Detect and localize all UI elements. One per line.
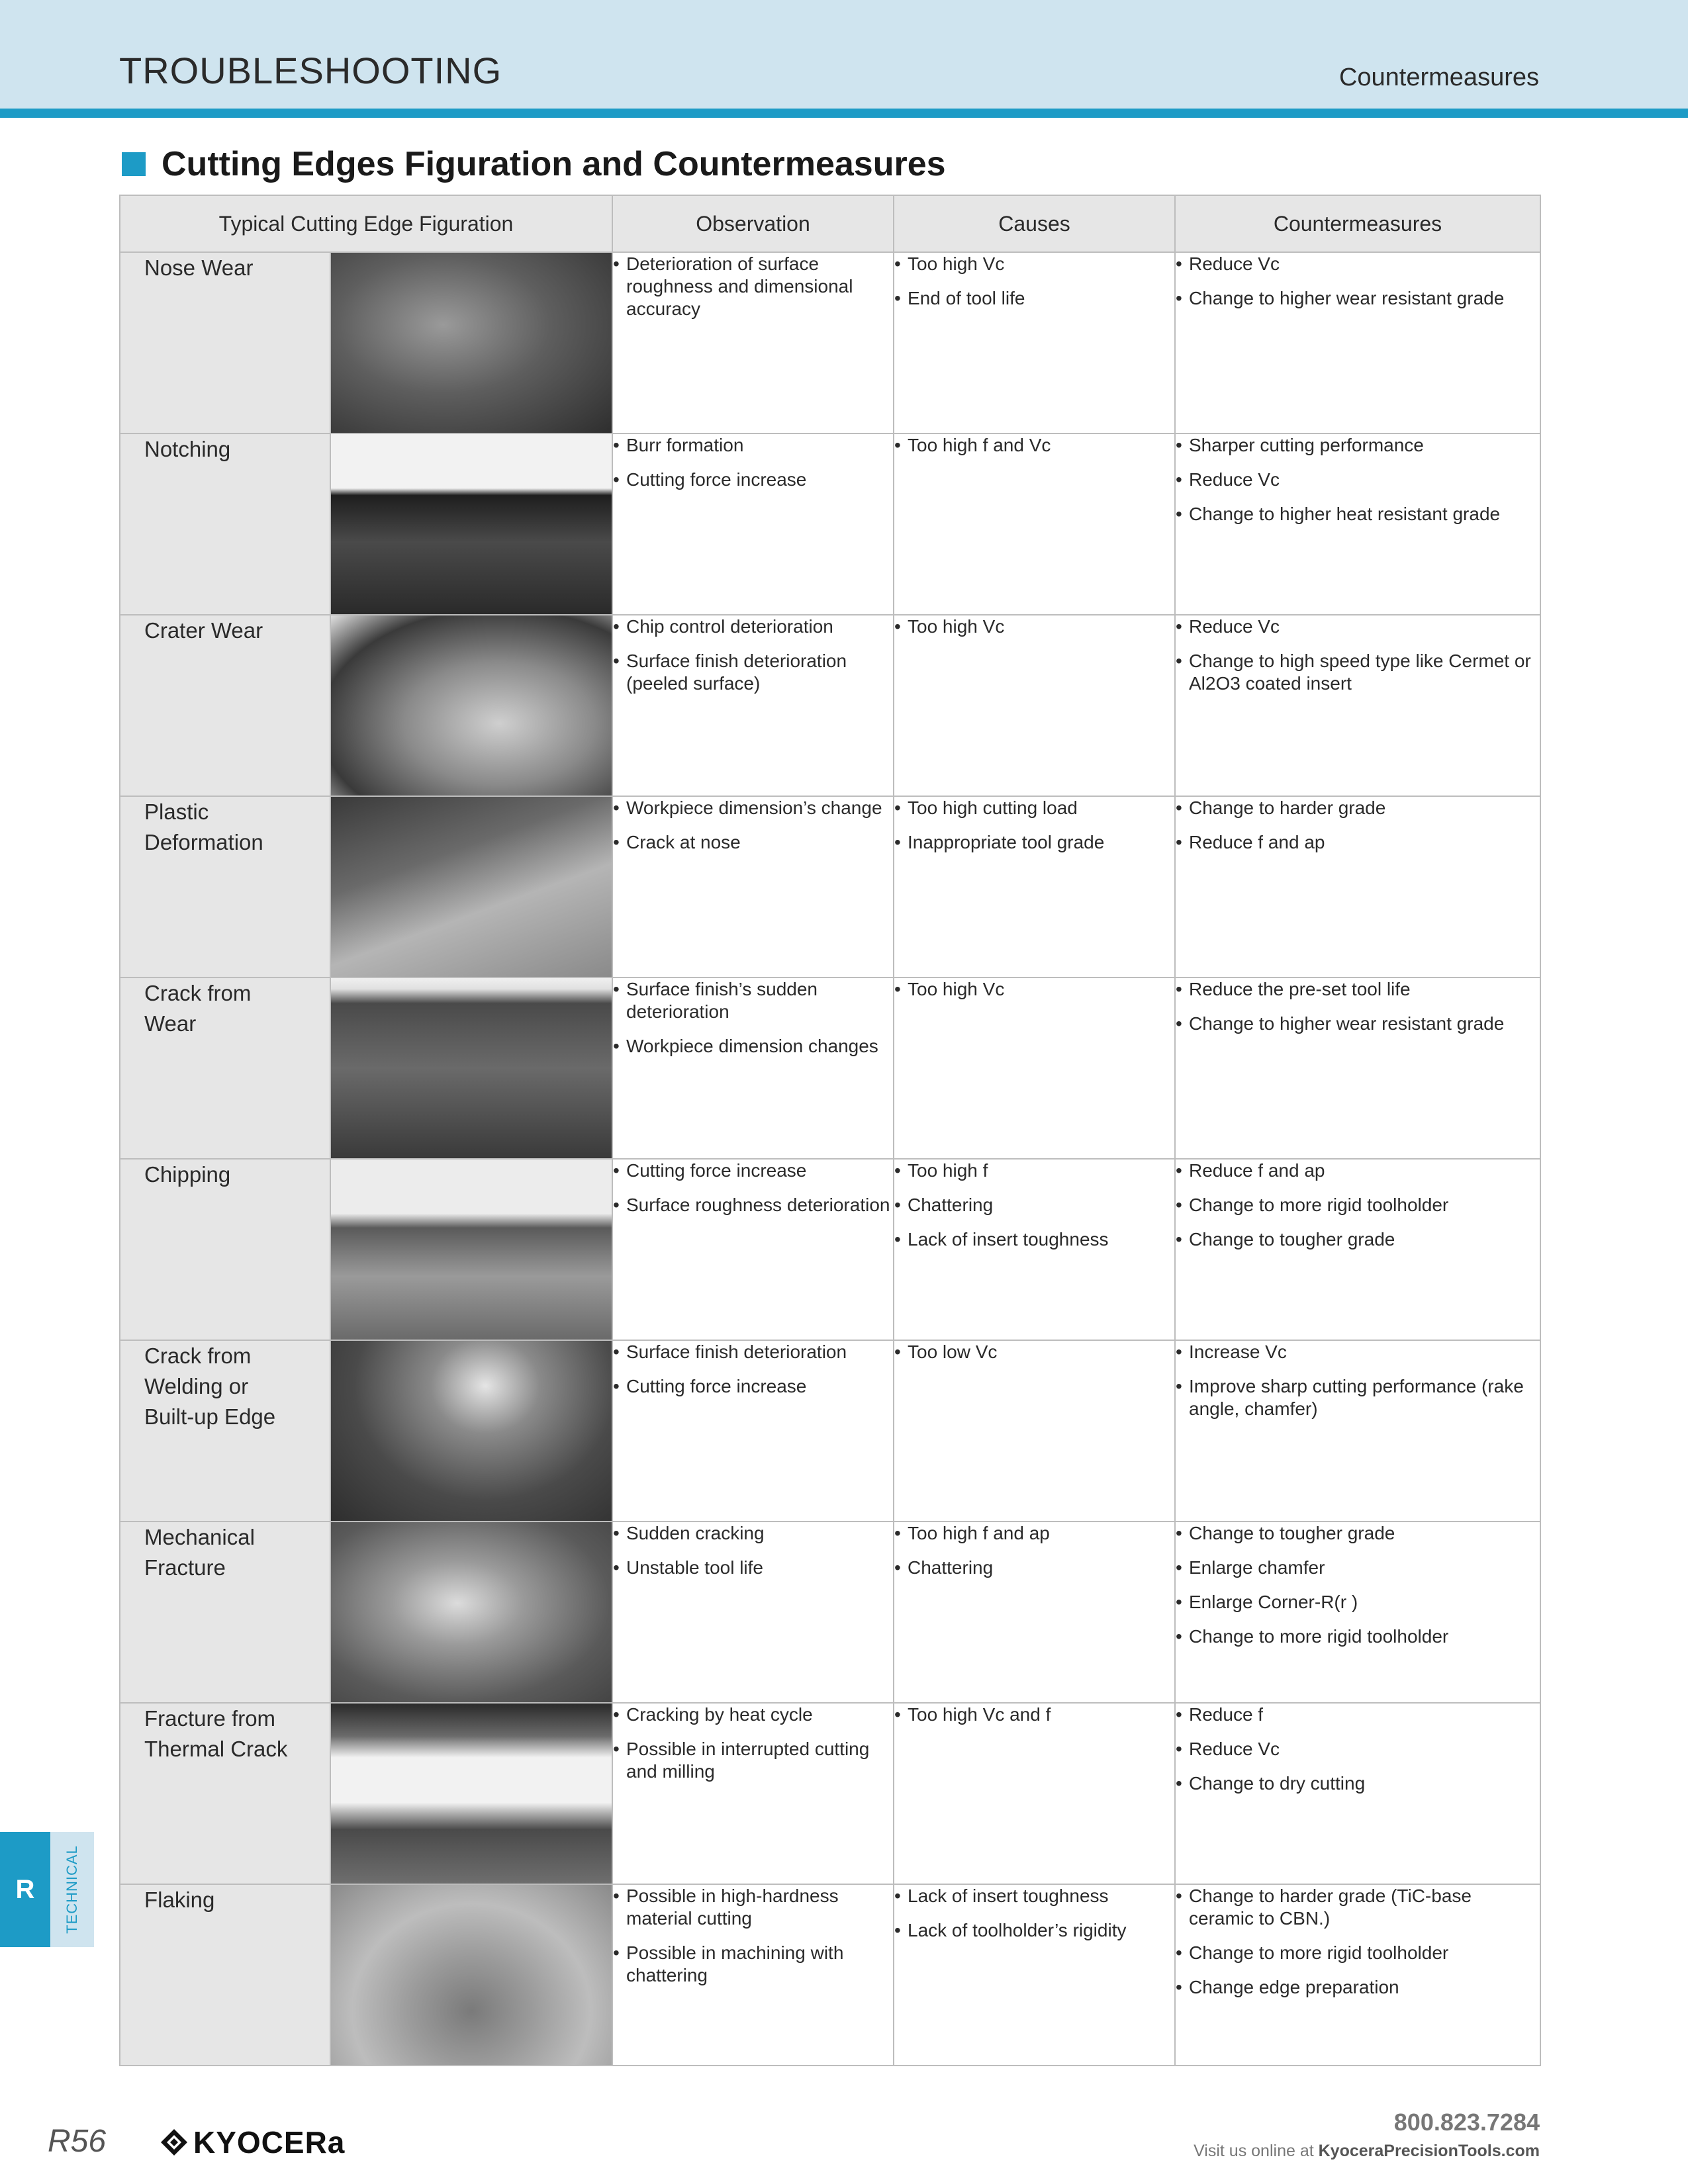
countermeasures-cell xyxy=(1175,1159,1540,1340)
observation-item: • Cutting force increase xyxy=(613,1375,893,1398)
table-body xyxy=(120,252,1540,2066)
flaking-photo xyxy=(331,1885,612,2065)
figuration-photo-cell xyxy=(330,1340,612,1522)
observation-item: • Surface finish deterioration (peeled surface) xyxy=(613,650,893,695)
figuration-name-cell xyxy=(120,615,330,796)
observation-list xyxy=(613,797,893,854)
figuration-name-cell xyxy=(120,1522,330,1703)
countermeasures-item: • Change to more rigid toolholder xyxy=(1176,1194,1540,1216)
countermeasures-item: • Change edge preparation xyxy=(1176,1976,1540,1999)
figuration-name: Mechanical Fracture xyxy=(144,1525,255,1580)
plastic-deformation-photo xyxy=(331,797,612,977)
causes-list xyxy=(894,434,1174,457)
observation-item: • Deterioration of surface roughness and dimensional accuracy xyxy=(613,253,893,320)
causes-list xyxy=(894,1160,1174,1251)
observation-cell xyxy=(612,978,894,1159)
observation-cell xyxy=(612,1703,894,1884)
causes-item: • Too high Vc xyxy=(894,978,1174,1001)
website-line xyxy=(1194,2142,1540,2161)
logo-wordmark: KYOCERa xyxy=(193,2125,346,2160)
causes-item: • Too low Vc xyxy=(894,1341,1174,1363)
countermeasures-item: • Reduce f and ap xyxy=(1176,1160,1540,1182)
causes-item: • End of tool life xyxy=(894,287,1174,310)
countermeasures-item: • Reduce f xyxy=(1176,1704,1540,1726)
observation-item: • Burr formation xyxy=(613,434,893,457)
countermeasures-list xyxy=(1176,434,1540,525)
countermeasures-item: • Change to harder grade (TiC-base ceramic to CBN.) xyxy=(1176,1885,1540,1930)
observation-item: • Cutting force increase xyxy=(613,1160,893,1182)
countermeasures-item: • Change to more rigid toolholder xyxy=(1176,1942,1540,1964)
figuration-name: Chipping xyxy=(144,1162,231,1187)
observation-item: • Workpiece dimension changes xyxy=(613,1035,893,1058)
causes-item: • Lack of toolholder’s rigidity xyxy=(894,1919,1174,1942)
table-row xyxy=(120,1340,1540,1522)
section-label: Countermeasures xyxy=(1338,64,1539,91)
causes-item: • Too high f and Vc xyxy=(894,434,1174,457)
figuration-name: Crater Wear xyxy=(144,618,263,643)
observation-list xyxy=(613,1704,893,1783)
observation-list xyxy=(613,1522,893,1579)
causes-item: • Chattering xyxy=(894,1557,1174,1579)
observation-item: • Crack at nose xyxy=(613,831,893,854)
causes-list xyxy=(894,253,1174,310)
table-row xyxy=(120,433,1540,615)
countermeasures-list xyxy=(1176,1885,1540,1999)
countermeasures-item: • Enlarge Corner-R(r ) xyxy=(1176,1591,1540,1614)
causes-list xyxy=(894,797,1174,854)
observation-item: • Surface finish deterioration xyxy=(613,1341,893,1363)
figuration-photo-cell xyxy=(330,1703,612,1884)
observation-cell xyxy=(612,1159,894,1340)
countermeasures-list xyxy=(1176,1704,1540,1795)
header-observation: Observation xyxy=(612,195,894,252)
figuration-name: Nose Wear xyxy=(144,255,254,280)
causes-item: • Too high cutting load xyxy=(894,797,1174,819)
countermeasures-cell xyxy=(1175,1884,1540,2066)
countermeasures-list xyxy=(1176,615,1540,695)
header-causes: Causes xyxy=(894,195,1175,252)
countermeasures-item: • Reduce Vc xyxy=(1176,253,1540,275)
kyocera-logo-icon xyxy=(160,2128,188,2156)
observation-item: • Workpiece dimension’s change xyxy=(613,797,893,819)
observation-cell xyxy=(612,1522,894,1703)
observation-cell xyxy=(612,1340,894,1522)
countermeasures-item: • Sharper cutting performance xyxy=(1176,434,1540,457)
header-figuration: Typical Cutting Edge Figuration xyxy=(120,195,612,252)
causes-cell xyxy=(894,252,1175,433)
table-row xyxy=(120,252,1540,433)
page-title: TROUBLESHOOTING xyxy=(119,50,502,91)
figuration-name-cell xyxy=(120,1159,330,1340)
observation-item: • Possible in high-hardness material cutting xyxy=(613,1885,893,1930)
crack-from-wear-photo xyxy=(331,978,612,1158)
observation-item: • Surface finish’s sudden deterioration xyxy=(613,978,893,1023)
causes-cell xyxy=(894,1340,1175,1522)
countermeasures-item: • Change to more rigid toolholder xyxy=(1176,1625,1540,1648)
figuration-photo-cell xyxy=(330,252,612,433)
causes-item: • Lack of insert toughness xyxy=(894,1228,1174,1251)
countermeasures-cell xyxy=(1175,1522,1540,1703)
causes-item: • Too high Vc xyxy=(894,615,1174,638)
causes-item: • Lack of insert toughness xyxy=(894,1885,1174,1907)
figuration-name: Plastic Deformation xyxy=(144,799,263,854)
countermeasures-item: • Change to high speed type like Cermet or Al2O3 coated insert xyxy=(1176,650,1540,695)
figuration-photo-cell xyxy=(330,1159,612,1340)
thermal-crack-photo xyxy=(331,1704,612,1884)
figuration-photo-cell xyxy=(330,1522,612,1703)
observation-item: • Possible in machining with chattering xyxy=(613,1942,893,1987)
troubleshooting-table xyxy=(119,195,1541,2066)
observation-item: • Surface roughness deterioration xyxy=(613,1194,893,1216)
countermeasures-list xyxy=(1176,978,1540,1035)
observation-cell xyxy=(612,252,894,433)
countermeasures-item: • Improve sharp cutting performance (rake angle, chamfer) xyxy=(1176,1375,1540,1420)
observation-item: • Chip control deterioration xyxy=(613,615,893,638)
page-number: R56 xyxy=(48,2124,107,2159)
countermeasures-list xyxy=(1176,1160,1540,1251)
causes-cell xyxy=(894,615,1175,796)
causes-item: • Too high Vc and f xyxy=(894,1704,1174,1726)
section-title: Cutting Edges Figuration and Countermeasures xyxy=(162,145,946,183)
countermeasures-item: • Change to dry cutting xyxy=(1176,1772,1540,1795)
mechanical-fracture-photo xyxy=(331,1522,612,1702)
causes-item: • Inappropriate tool grade xyxy=(894,831,1174,854)
countermeasures-item: • Change to higher heat resistant grade xyxy=(1176,503,1540,525)
countermeasures-item: • Change to tougher grade xyxy=(1176,1228,1540,1251)
section-heading xyxy=(122,144,946,184)
chipping-photo xyxy=(331,1160,612,1340)
figuration-name: Flaking xyxy=(144,1888,215,1912)
countermeasures-item: • Reduce Vc xyxy=(1176,1738,1540,1760)
countermeasures-list xyxy=(1176,1522,1540,1648)
figuration-name-cell xyxy=(120,433,330,615)
observation-item: • Unstable tool life xyxy=(613,1557,893,1579)
causes-item: • Chattering xyxy=(894,1194,1174,1216)
countermeasures-list xyxy=(1176,797,1540,854)
observation-list xyxy=(613,978,893,1058)
crater-wear-photo xyxy=(331,615,612,796)
side-tab-text: TECHNICAL xyxy=(64,1845,80,1934)
nose-wear-photo xyxy=(331,253,612,433)
phone-number: 800.823.7284 xyxy=(1393,2109,1540,2136)
observation-item: • Cracking by heat cycle xyxy=(613,1704,893,1726)
countermeasures-item: • Reduce the pre-set tool life xyxy=(1176,978,1540,1001)
causes-item: • Too high f xyxy=(894,1160,1174,1182)
causes-cell xyxy=(894,1522,1175,1703)
notching-photo xyxy=(331,434,612,614)
causes-item: • Too high f and ap xyxy=(894,1522,1174,1545)
causes-list xyxy=(894,1885,1174,1942)
countermeasures-item: • Reduce f and ap xyxy=(1176,831,1540,854)
figuration-name-cell xyxy=(120,1340,330,1522)
causes-list xyxy=(894,978,1174,1001)
kyocera-logo xyxy=(160,2124,345,2160)
side-tab-letter: R xyxy=(0,1832,50,1947)
causes-list xyxy=(894,1704,1174,1726)
table-row xyxy=(120,1703,1540,1884)
figuration-photo-cell xyxy=(330,1884,612,2066)
causes-cell xyxy=(894,1884,1175,2066)
figuration-name: Crack from Welding or Built-up Edge xyxy=(144,1343,276,1429)
countermeasures-cell xyxy=(1175,1703,1540,1884)
countermeasures-cell xyxy=(1175,615,1540,796)
countermeasures-cell xyxy=(1175,796,1540,978)
causes-cell xyxy=(894,978,1175,1159)
table-row xyxy=(120,978,1540,1159)
square-bullet-icon xyxy=(122,152,146,176)
figuration-name-cell xyxy=(120,978,330,1159)
countermeasures-item: • Reduce Vc xyxy=(1176,615,1540,638)
countermeasures-list xyxy=(1176,253,1540,310)
observation-list xyxy=(613,253,893,320)
observation-item: • Cutting force increase xyxy=(613,469,893,491)
figuration-name-cell xyxy=(120,1884,330,2066)
causes-list xyxy=(894,615,1174,638)
countermeasures-item: • Change to harder grade xyxy=(1176,797,1540,819)
table-row xyxy=(120,1522,1540,1703)
observation-cell xyxy=(612,796,894,978)
observation-list xyxy=(613,1160,893,1216)
countermeasures-cell xyxy=(1175,433,1540,615)
causes-list xyxy=(894,1341,1174,1363)
causes-cell xyxy=(894,1703,1175,1884)
figuration-name: Crack from Wear xyxy=(144,981,252,1036)
countermeasures-cell xyxy=(1175,1340,1540,1522)
figuration-photo-cell xyxy=(330,796,612,978)
causes-cell xyxy=(894,433,1175,615)
figuration-name-cell xyxy=(120,1703,330,1884)
welding-crack-photo xyxy=(331,1341,612,1521)
figuration-name: Fracture from Thermal Crack xyxy=(144,1706,288,1761)
observation-item: • Sudden cracking xyxy=(613,1522,893,1545)
countermeasures-item: • Reduce Vc xyxy=(1176,469,1540,491)
observation-cell xyxy=(612,615,894,796)
table-row xyxy=(120,1884,1540,2066)
observation-list xyxy=(613,1341,893,1398)
countermeasures-item: • Enlarge chamfer xyxy=(1176,1557,1540,1579)
countermeasures-cell xyxy=(1175,252,1540,433)
table-row xyxy=(120,615,1540,796)
observation-item: • Possible in interrupted cutting and milling xyxy=(613,1738,893,1783)
observation-cell xyxy=(612,433,894,615)
header-countermeasures: Countermeasures xyxy=(1175,195,1540,252)
table-row xyxy=(120,796,1540,978)
table-row xyxy=(120,1159,1540,1340)
website-prefix: Visit us online at xyxy=(1194,2142,1319,2160)
figuration-photo-cell xyxy=(330,615,612,796)
figuration-name-cell xyxy=(120,796,330,978)
causes-list xyxy=(894,1522,1174,1579)
countermeasures-item: • Change to higher wear resistant grade xyxy=(1176,1013,1540,1035)
figuration-photo-cell xyxy=(330,978,612,1159)
observation-list xyxy=(613,1885,893,1987)
table-header-row xyxy=(120,195,1540,252)
observation-list xyxy=(613,615,893,695)
header-rule xyxy=(0,109,1688,118)
observation-cell xyxy=(612,1884,894,2066)
countermeasures-item: • Change to higher wear resistant grade xyxy=(1176,287,1540,310)
figuration-photo-cell xyxy=(330,433,612,615)
countermeasures-list xyxy=(1176,1341,1540,1420)
causes-item: • Too high Vc xyxy=(894,253,1174,275)
side-tab-label xyxy=(50,1832,94,1947)
figuration-name-cell xyxy=(120,252,330,433)
figuration-name: Notching xyxy=(144,437,231,461)
countermeasures-item: • Increase Vc xyxy=(1176,1341,1540,1363)
observation-list xyxy=(613,434,893,491)
countermeasures-item: • Change to tougher grade xyxy=(1176,1522,1540,1545)
causes-cell xyxy=(894,1159,1175,1340)
countermeasures-cell xyxy=(1175,978,1540,1159)
website-link[interactable]: KyoceraPrecisionTools.com xyxy=(1318,2142,1540,2160)
causes-cell xyxy=(894,796,1175,978)
